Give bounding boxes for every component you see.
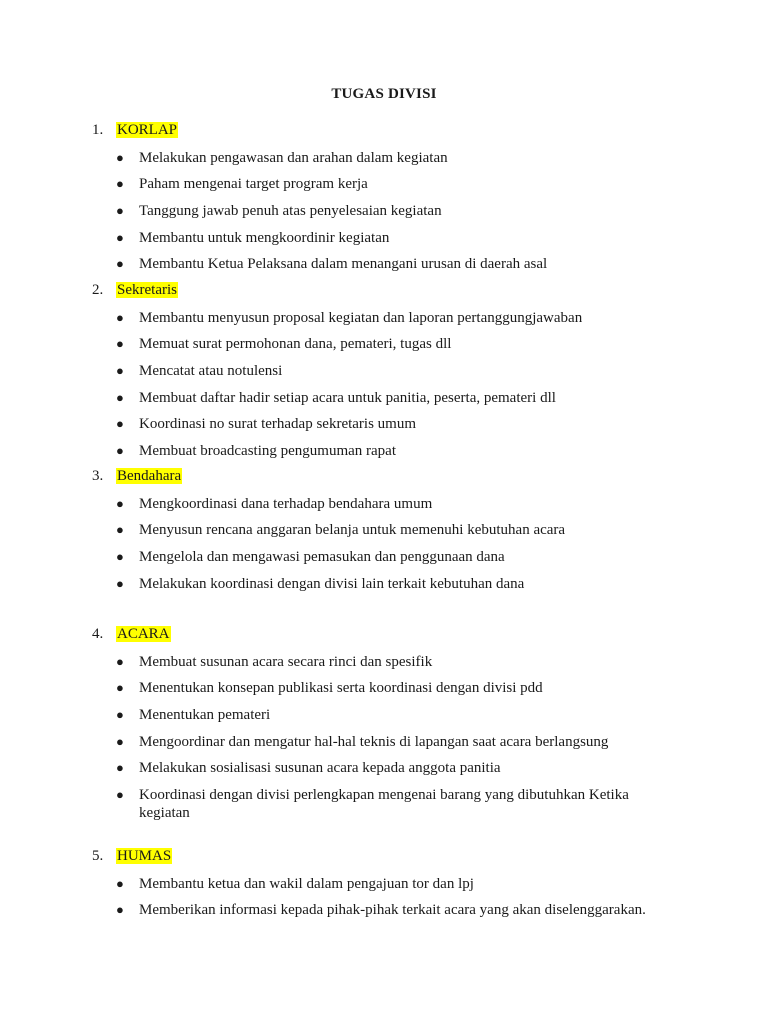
bullet-icon: ● xyxy=(116,902,124,918)
section-title: Sekretaris xyxy=(117,282,177,298)
item-text: Membuat broadcasting pengumuman rapat xyxy=(139,443,397,460)
bullet-icon: ● xyxy=(116,680,124,696)
list-item xyxy=(92,679,679,697)
bullet-icon: ● xyxy=(116,522,124,538)
item-text: Membuat daftar hadir setiap acara untuk panitia, peserta, pemateri dll xyxy=(139,389,556,406)
list-item xyxy=(92,149,679,167)
item-text: Membantu ketua dan wakil dalam pengajuan tor dan lpj xyxy=(139,875,474,892)
list-item xyxy=(92,442,679,460)
section-number: 1. xyxy=(92,122,104,138)
section-title: HUMAS xyxy=(117,848,172,864)
list-item xyxy=(92,875,679,893)
list-item xyxy=(92,786,679,822)
bullet-icon: ● xyxy=(116,787,124,803)
item-text: Tanggung jawab penuh atas penyelesaian kegiatan xyxy=(139,203,442,220)
item-text: Mengkoordinasi dana terhadap bendahara umum xyxy=(139,495,433,512)
section-number: 2. xyxy=(92,282,104,298)
list-item xyxy=(92,202,679,220)
list-item xyxy=(92,389,679,407)
item-text: Mengelola dan mengawasi pemasukan dan penggunaan dana xyxy=(139,549,505,566)
item-text: Menentukan konsepan publikasi serta koordinasi dengan divisi pdd xyxy=(139,680,543,697)
list-item xyxy=(92,415,679,433)
bullet-icon: ● xyxy=(116,389,124,405)
bullet-icon: ● xyxy=(116,229,124,245)
item-text: Melakukan koordinasi dengan divisi lain terkait kebutuhan dana xyxy=(139,575,525,592)
item-text: Memberikan informasi kepada pihak-pihak terkait acara yang akan diselenggarakan. xyxy=(139,902,646,919)
task-list xyxy=(92,495,679,593)
list-item xyxy=(92,575,679,593)
section-title: KORLAP xyxy=(117,122,178,138)
task-list xyxy=(92,309,679,460)
bullet-icon: ● xyxy=(116,336,124,352)
bullet-icon: ● xyxy=(116,760,124,776)
list-item xyxy=(92,521,679,539)
bullet-icon: ● xyxy=(116,149,124,165)
bullet-icon: ● xyxy=(116,653,124,669)
section-sekretaris xyxy=(92,280,679,460)
bullet-icon: ● xyxy=(116,416,124,432)
list-item xyxy=(92,733,679,751)
list-item xyxy=(92,229,679,247)
item-text: Melakukan pengawasan dan arahan dalam kegiatan xyxy=(139,149,448,166)
bullet-icon: ● xyxy=(116,575,124,591)
item-text: Menyusun rencana anggaran belanja untuk memenuhi kebutuhan acara xyxy=(139,522,566,539)
list-item xyxy=(92,706,679,724)
bullet-icon: ● xyxy=(116,549,124,565)
list-item xyxy=(92,495,679,513)
item-text: Paham mengenai target program kerja xyxy=(139,176,368,193)
item-text: Membantu menyusun proposal kegiatan dan laporan pertanggungjawaban xyxy=(139,309,583,326)
item-text: Membuat susunan acara secara rinci dan spesifik xyxy=(139,653,433,670)
item-text: Melakukan sosialisasi susunan acara kepada anggota panitia xyxy=(139,760,501,777)
item-text: Memuat surat permohonan dana, pemateri, tugas dll xyxy=(139,336,452,353)
section-heading xyxy=(92,280,679,300)
section-heading xyxy=(92,624,679,644)
item-text: Menentukan pemateri xyxy=(139,707,271,724)
list-item xyxy=(92,653,679,671)
section-heading xyxy=(92,466,679,486)
list-item xyxy=(92,309,679,327)
list-item xyxy=(92,335,679,353)
item-text: Membantu Ketua Pelaksana dalam menangani urusan di daerah asal xyxy=(139,256,548,273)
section-humas xyxy=(92,846,679,919)
bullet-icon: ● xyxy=(116,363,124,379)
item-text: Koordinasi dengan divisi perlengkapan mengenai barang yang dibutuhkan Ketika kegiatan xyxy=(139,787,629,822)
section-heading xyxy=(92,846,679,866)
task-list xyxy=(92,653,679,822)
bullet-icon: ● xyxy=(116,443,124,459)
item-text: Koordinasi no surat terhadap sekretaris umum xyxy=(139,416,417,433)
section-number: 5. xyxy=(92,848,104,864)
list-item xyxy=(92,362,679,380)
list-item xyxy=(92,901,679,919)
section-acara xyxy=(92,624,679,822)
bullet-icon: ● xyxy=(116,875,124,891)
section-number: 4. xyxy=(92,626,104,642)
section-heading xyxy=(92,120,679,140)
bullet-icon: ● xyxy=(116,309,124,325)
page-title: TUGAS DIVISI xyxy=(331,86,437,102)
bullet-icon: ● xyxy=(116,203,124,219)
bullet-icon: ● xyxy=(116,733,124,749)
list-item xyxy=(92,548,679,566)
list-item xyxy=(92,175,679,193)
section-number: 3. xyxy=(92,468,104,484)
bullet-icon: ● xyxy=(116,176,124,192)
section-korlap xyxy=(92,120,679,273)
item-text: Mencatat atau notulensi xyxy=(139,363,283,380)
section-title: Bendahara xyxy=(117,468,182,484)
list-item xyxy=(92,759,679,777)
bullet-icon: ● xyxy=(116,256,124,272)
task-list xyxy=(92,875,679,920)
item-text: Membantu untuk mengkoordinir kegiatan xyxy=(139,229,390,246)
list-item xyxy=(92,255,679,273)
bullet-icon: ● xyxy=(116,495,124,511)
section-bendahara xyxy=(92,466,679,593)
item-text: Mengoordinar dan mengatur hal-hal teknis di lapangan saat acara berlangsung xyxy=(139,733,609,750)
task-list xyxy=(92,149,679,274)
section-title: ACARA xyxy=(117,626,170,642)
bullet-icon: ● xyxy=(116,707,124,723)
